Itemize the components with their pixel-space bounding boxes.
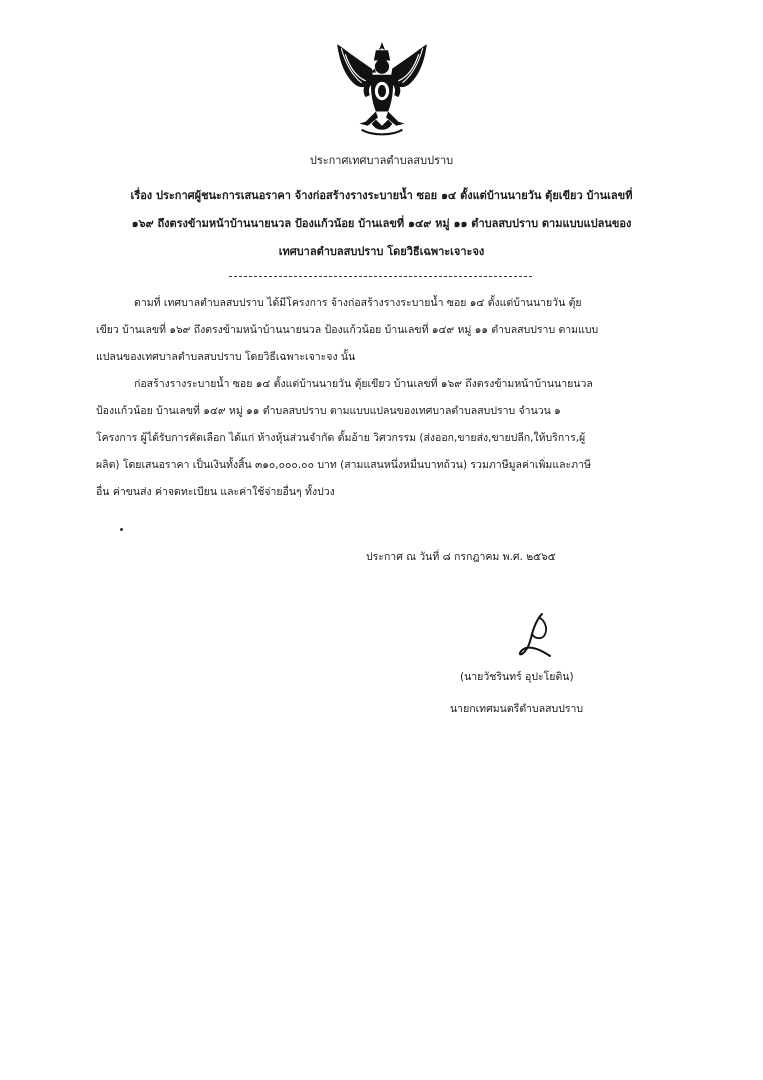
announcement-title: ประกาศเทศบาลตำบลสบปราบ	[309, 154, 454, 167]
paragraph-line: เขียว บ้านเลขที่ ๑๖๙ ถึงตรงข้ามหน้าบ้านนายนวล ป้องแก้วน้อย บ้านเลขที่ ๑๔๙ หมู่ ๑๑ ตำบลสบปราบ ตามแบบ	[96, 324, 599, 336]
paragraph-line: โครงการ ผู้ได้รับการคัดเลือก ได้แก่ ห้างหุ้นส่วนจำกัด ตั้มอ้าย วิศวกรรม (ส่งออก,ขายส่ง,ขายปลีก,ให้บริการ,ผู้	[96, 432, 586, 444]
paragraph-line: ก่อสร้างรางระบายน้ำ ซอย ๑๔ ตั้งแต่บ้านนายวัน ตุ้ยเขียว บ้านเลขที่ ๑๖๙ ถึงตรงข้ามหน้าบ้านนายนวล	[134, 378, 593, 390]
announcement-date: ประกาศ ณ วันที่ ๘ กรกฎาคม พ.ศ. ๒๕๖๕	[366, 551, 556, 563]
paragraph-line: แปลนของเทศบาลตำบลสบปราบ โดยวิธีเฉพาะเจาะจง นั้น	[96, 351, 356, 363]
subject-line: ๑๖๙ ถึงตรงข้ามหน้าบ้านนายนวล ป้องแก้วน้อย บ้านเลขที่ ๑๔๙ หมู่ ๑๑ ตำบลสบปราบ ตามแบบแปลนของ	[131, 217, 632, 230]
handwritten-signature-icon	[512, 610, 560, 660]
paragraph-line: อื่น ค่าขนส่ง ค่าจดทะเบียน และค่าใช้จ่ายอื่นๆ ทั้งปวง	[96, 486, 335, 498]
paragraph-line: ป้องแก้วน้อย บ้านเลขที่ ๑๔๙ หมู่ ๑๑ ตำบลสบปราบ ตามแบบแปลนของเทศบาลตำบลสบปราบ จำนวน ๑	[96, 405, 561, 417]
scan-speck	[120, 528, 123, 531]
signer-title: นายกเทศมนตรีตำบลสบปราบ	[450, 703, 584, 715]
garuda-emblem-icon	[331, 38, 433, 140]
paragraph-line: ผลิต) โดยเสนอราคา เป็นเงินทั้งสิ้น ๓๑๐,๐๐๐.๐๐ บาท (สามแสนหนึ่งหมื่นบาทถ้วน) รวมภาษีมูลค่าเพิ่มและภาษี	[96, 459, 591, 471]
signer-name: (นายวัชรินทร์ อุปะโยติน)	[460, 671, 574, 683]
paragraph-award	[96, 371, 696, 506]
subject-line: เรื่อง ประกาศผู้ชนะการเสนอราคา จ้างก่อสร้างรางระบายน้ำ ซอย ๑๔ ตั้งแต่บ้านนายวัน ตุ้ยเขียว บ้านเลขที่	[130, 189, 633, 202]
subject-line: เทศบาลตำบลสบปราบ โดยวิธีเฉพาะเจาะจง	[278, 245, 485, 258]
section-divider	[229, 276, 532, 277]
subject-heading	[80, 182, 683, 266]
paragraph-background	[96, 290, 696, 371]
paragraph-line: ตามที่ เทศบาลตำบลสบปราบ ได้มีโครงการ จ้างก่อสร้างรางระบายน้ำ ซอย ๑๔ ตั้งแต่บ้านนายวัน ตุ้ย	[134, 297, 582, 309]
